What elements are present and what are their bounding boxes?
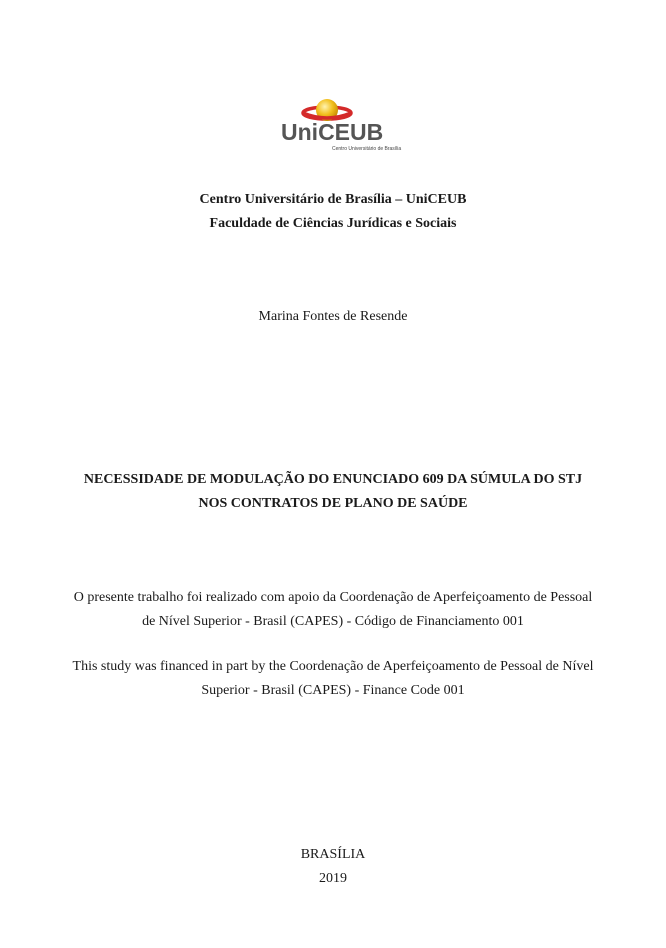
faculty-name: Faculdade de Ciências Jurídicas e Sociais: [209, 216, 457, 231]
title-line-2: NOS CONTRATOS DE PLANO DE SAÚDE: [198, 496, 468, 511]
funding-en-line-2: Superior - Brasil (CAPES) - Finance Code 001: [201, 683, 465, 698]
footer-year: 2019: [319, 871, 347, 886]
title-block: [0, 468, 666, 516]
logo-wordmark-right: CEUB: [318, 119, 384, 145]
funding-note-pt: [0, 586, 666, 634]
logo-wordmark-left: Uni: [281, 119, 319, 145]
uniceub-logo: [280, 98, 414, 154]
author-name: Marina Fontes de Resende: [258, 309, 408, 324]
logo-wordmark: [281, 119, 383, 145]
logo-tagline: Centro Universitário de Brasília: [332, 146, 402, 152]
institution-block: [0, 188, 666, 236]
footer-block: [0, 843, 666, 891]
footer-city: BRASÍLIA: [300, 847, 366, 862]
author-block: [0, 305, 666, 329]
funding-pt-line-1: O presente trabalho foi realizado com apoio da Coordenação de Aperfeiçoamento de Pessoal: [73, 590, 593, 605]
funding-pt-line-2: de Nível Superior - Brasil (CAPES) - Código de Financiamento 001: [142, 614, 524, 629]
funding-en-line-1: This study was financed in part by the Coordenação de Aperfeiçoamento de Pessoal de Nível: [72, 659, 594, 674]
funding-note-en: [0, 655, 666, 703]
institution-name: Centro Universitário de Brasília – UniCEUB: [199, 192, 467, 207]
title-line-1: NECESSIDADE DE MODULAÇÃO DO ENUNCIADO 609 DA SÚMULA DO STJ: [83, 472, 583, 487]
uniceub-logo-graphic: [280, 98, 414, 154]
